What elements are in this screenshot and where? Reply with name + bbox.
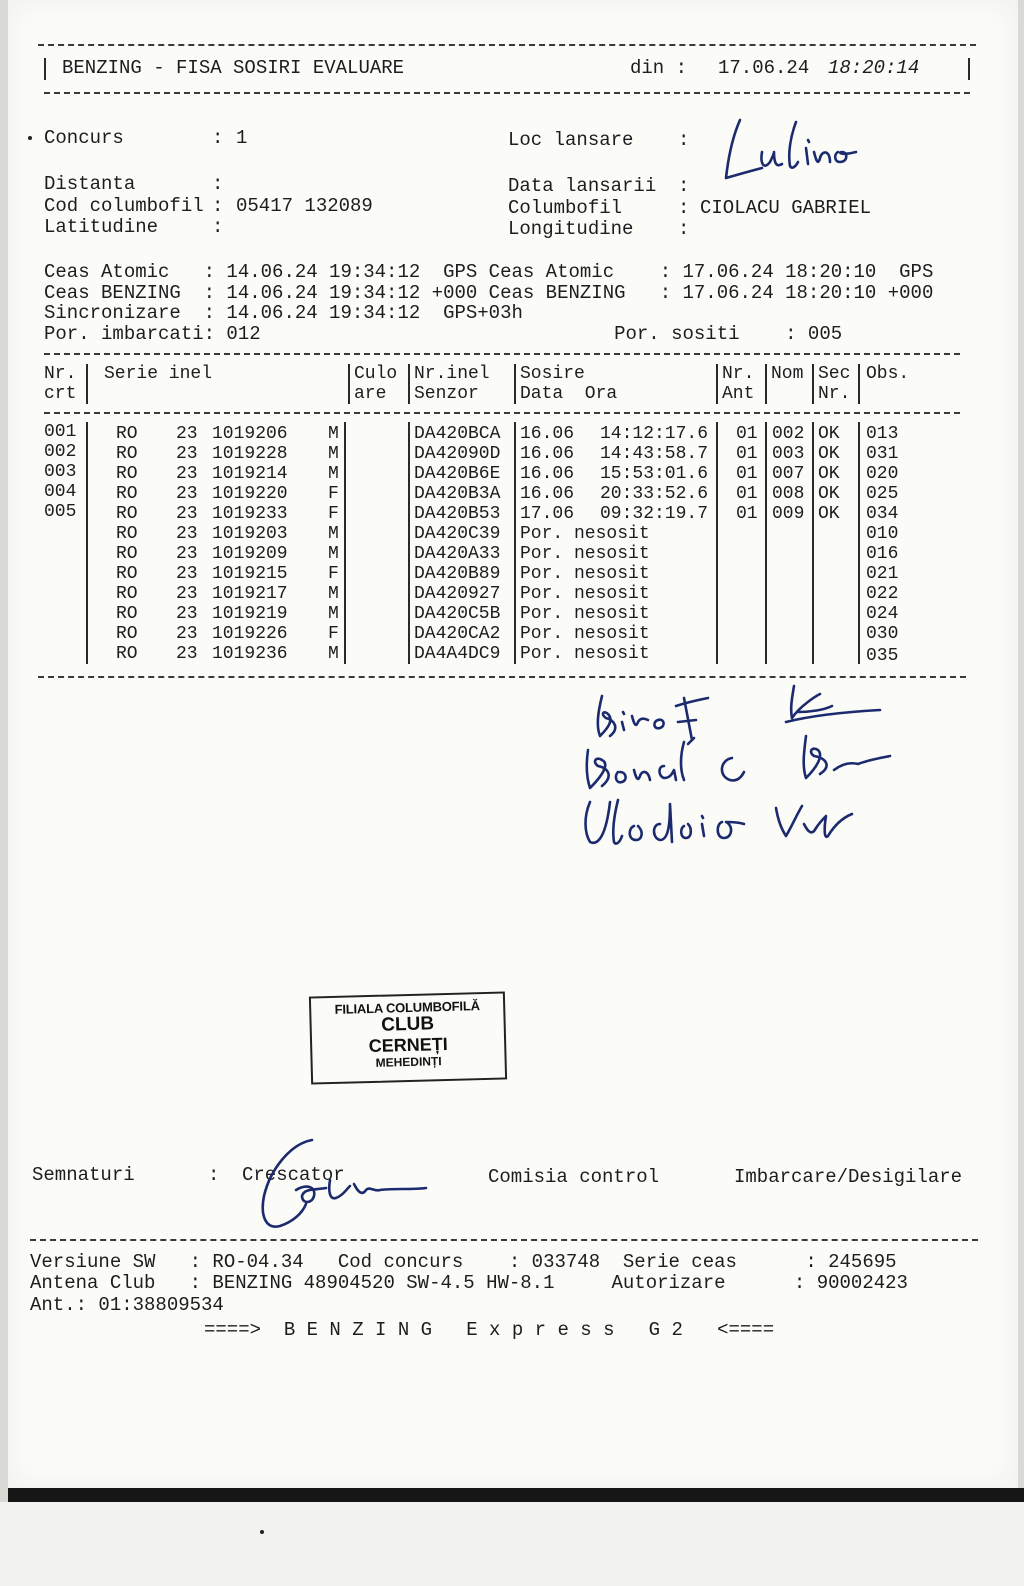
row-status: Por. nesosit — [520, 544, 650, 564]
row-sensor: DA420A33 — [414, 544, 501, 564]
row-obs: 034 — [866, 504, 899, 524]
row-obs: 030 — [866, 624, 899, 644]
row-country: RO — [116, 464, 138, 484]
sync-line: Sincronizare : 14.06.24 19:34:12 GPS+03h — [44, 302, 523, 324]
row-sec: OK — [818, 504, 840, 524]
stamp-line-3: CERNEȚI — [368, 1033, 448, 1057]
distanta-label: Distanta — [44, 173, 136, 195]
table-top-rule — [44, 353, 960, 355]
th-sec-top: Sec — [818, 364, 851, 384]
row-sex: F — [328, 484, 339, 504]
footer-line-2: Antena Club : BENZING 48904520 SW-4.5 HW-8.1 Autorizare : 90002423 — [30, 1272, 908, 1294]
row-ring: 1019220 — [212, 484, 288, 504]
tb-divider — [765, 422, 767, 664]
th-divider — [858, 364, 860, 404]
row-sex: M — [328, 644, 339, 664]
row-obs: 024 — [866, 604, 899, 624]
row-country: RO — [116, 444, 138, 464]
row-year: 23 — [176, 424, 198, 444]
signatures-label: Semnaturi — [32, 1164, 135, 1186]
row-sec: OK — [818, 424, 840, 444]
latitudine-sep: : — [212, 216, 224, 238]
stamp-line-4: MEHEDINȚI — [375, 1054, 442, 1070]
row-year: 23 — [176, 564, 198, 584]
row-obs: 021 — [866, 564, 899, 584]
row-nr: 001 — [44, 422, 77, 442]
row-nr: 005 — [44, 502, 77, 522]
th-nr-top: Nr. — [44, 364, 77, 384]
tb-divider — [858, 422, 860, 664]
distanta-sep: : — [212, 173, 224, 195]
columbofil-sep: : — [678, 197, 690, 219]
row-sensor: DA420CA2 — [414, 624, 501, 644]
th-divider — [86, 364, 88, 404]
row-sex: F — [328, 564, 339, 584]
th-divider — [765, 364, 767, 404]
row-sex: M — [328, 444, 339, 464]
row-nr: 004 — [44, 482, 77, 502]
loc-lansare-sep: : — [678, 129, 690, 151]
row-sensor: DA420BCA — [414, 424, 501, 444]
row-obs: 031 — [866, 444, 899, 464]
row-time: 09:32:19.7 — [600, 504, 709, 524]
row-obs: 013 — [866, 424, 899, 444]
row-sec: OK — [818, 464, 840, 484]
row-status: Por. nesosit — [520, 524, 650, 544]
header-left-bar — [44, 58, 46, 80]
row-year: 23 — [176, 464, 198, 484]
row-nom: 007 — [772, 464, 805, 484]
row-ring: 1019215 — [212, 564, 288, 584]
row-status: Por. nesosit — [520, 604, 650, 624]
header-bottom-rule — [44, 92, 970, 94]
handwritten-commission-names — [580, 676, 910, 862]
row-ring: 1019203 — [212, 524, 288, 544]
row-date: 16.06 — [520, 444, 575, 464]
background-sheet — [0, 1502, 1024, 1586]
report-date-label: din : — [630, 57, 688, 79]
row-nom: 002 — [772, 424, 805, 444]
th-ant-bottom: Ant — [722, 384, 755, 404]
row-nom: 009 — [772, 504, 805, 524]
row-sensor: DA42090D — [414, 444, 501, 464]
row-country: RO — [116, 624, 138, 644]
row-year: 23 — [176, 624, 198, 644]
row-sex: F — [328, 504, 339, 524]
header-right-bar — [968, 58, 970, 80]
row-year: 23 — [176, 524, 198, 544]
row-date: 16.06 — [520, 484, 575, 504]
row-ring: 1019217 — [212, 584, 288, 604]
th-inel-bottom: Senzor — [414, 384, 479, 404]
row-sex: M — [328, 584, 339, 604]
row-country: RO — [116, 484, 138, 504]
row-date: 16.06 — [520, 424, 575, 444]
row-obs: 035 — [866, 646, 899, 666]
row-ring: 1019219 — [212, 604, 288, 624]
tb-divider — [514, 422, 516, 664]
concurs-value: 1 — [236, 127, 248, 149]
columbofil-label: Columbofil — [508, 197, 623, 219]
table-header-rule — [44, 412, 960, 414]
row-country: RO — [116, 644, 138, 664]
row-sensor: DA4A4DC9 — [414, 644, 501, 664]
header-top-rule — [38, 44, 976, 46]
footer-line-3: Ant.: 01:38809534 — [30, 1294, 224, 1316]
row-sensor: DA420C39 — [414, 524, 501, 544]
row-status: Por. nesosit — [520, 564, 650, 584]
club-stamp — [309, 991, 507, 1084]
row-country: RO — [116, 564, 138, 584]
th-obs: Obs. — [866, 364, 910, 384]
row-sensor: DA420B6E — [414, 464, 501, 484]
row-sensor: DA420C5B — [414, 604, 501, 624]
row-status: Por. nesosit — [520, 584, 650, 604]
row-date: 16.06 — [520, 464, 575, 484]
th-nr-bottom: crt — [44, 384, 77, 404]
signatures-sep: : — [208, 1164, 220, 1186]
row-sec: OK — [818, 444, 840, 464]
row-year: 23 — [176, 604, 198, 624]
row-sex: F — [328, 624, 339, 644]
row-sex: M — [328, 604, 339, 624]
comisia-label: Comisia control — [488, 1166, 660, 1188]
row-sex: M — [328, 424, 339, 444]
row-ant: 01 — [736, 504, 758, 524]
report-time: 18:20:14 — [828, 57, 920, 79]
data-lansarii-label: Data lansarii — [508, 175, 657, 197]
row-time: 14:43:58.7 — [600, 444, 709, 464]
paper-mark — [260, 1530, 264, 1534]
th-culo-bottom: are — [354, 384, 387, 404]
cod-columbofil-value: 05417 132089 — [236, 195, 373, 217]
cod-columbofil-sep: : — [212, 195, 224, 217]
row-obs: 022 — [866, 584, 899, 604]
row-ring: 1019228 — [212, 444, 288, 464]
row-sensor: DA420B89 — [414, 564, 501, 584]
row-year: 23 — [176, 584, 198, 604]
handwritten-loc-lansare — [710, 108, 870, 188]
row-time: 20:33:52.6 — [600, 484, 709, 504]
th-sec-bottom: Nr. — [818, 384, 851, 404]
tb-divider — [344, 422, 346, 664]
loc-lansare-label: Loc lansare — [508, 129, 634, 151]
clock-line-1: Ceas Atomic : 14.06.24 19:34:12 GPS Ceas Atomic : 17.06.24 18:20:10 GPS — [44, 261, 934, 283]
concurs-label: Concurs — [44, 127, 124, 149]
row-sensor: DA420B53 — [414, 504, 501, 524]
th-ant-top: Nr. — [722, 364, 755, 384]
tb-divider — [716, 422, 718, 664]
row-ant: 01 — [736, 444, 758, 464]
row-sensor: DA420B3A — [414, 484, 501, 504]
report-title: BENZING - FISA SOSIRI EVALUARE — [62, 57, 405, 79]
th-sosire-bottom: Data Ora — [520, 384, 618, 404]
row-ring: 1019233 — [212, 504, 288, 524]
th-divider — [716, 364, 718, 404]
row-status: Por. nesosit — [520, 624, 650, 644]
printer-edge — [8, 1488, 1024, 1502]
row-year: 23 — [176, 644, 198, 664]
row-nr: 002 — [44, 442, 77, 462]
row-ant: 01 — [736, 464, 758, 484]
row-obs: 025 — [866, 484, 899, 504]
row-country: RO — [116, 544, 138, 564]
longitudine-label: Longitudine — [508, 218, 634, 240]
row-country: RO — [116, 584, 138, 604]
row-ring: 1019209 — [212, 544, 288, 564]
row-year: 23 — [176, 544, 198, 564]
columbofil-value: CIOLACU GABRIEL — [700, 197, 872, 219]
row-sex: M — [328, 524, 339, 544]
th-divider — [514, 364, 516, 404]
th-inel-top: Nr.inel — [414, 364, 490, 384]
longitudine-sep: : — [678, 218, 690, 240]
row-date: 17.06 — [520, 504, 575, 524]
row-nom: 008 — [772, 484, 805, 504]
th-sosire-top: Sosire — [520, 364, 585, 384]
row-nr: 003 — [44, 462, 77, 482]
stamp-line-1: FILIALA COLUMBOFILĂ — [334, 998, 480, 1017]
row-year: 23 — [176, 444, 198, 464]
paper-mark — [28, 136, 32, 140]
crescator-signature — [250, 1130, 440, 1240]
row-sensor: DA420927 — [414, 584, 501, 604]
row-ring: 1019206 — [212, 424, 288, 444]
row-obs: 016 — [866, 544, 899, 564]
footer-line-1: Versiune SW : RO-04.34 Cod concurs : 033748 Serie ceas : 245695 — [30, 1251, 897, 1273]
clock-line-2: Ceas BENZING : 14.06.24 19:34:12 +000 Ceas BENZING : 17.06.24 18:20:10 +000 — [44, 282, 934, 304]
row-country: RO — [116, 504, 138, 524]
row-year: 23 — [176, 484, 198, 504]
row-ring: 1019236 — [212, 644, 288, 664]
row-ring: 1019214 — [212, 464, 288, 484]
row-country: RO — [116, 604, 138, 624]
th-nom: Nom — [771, 364, 804, 384]
imbarcare-label: Imbarcare/Desigilare — [734, 1166, 963, 1188]
th-serie: Serie inel — [104, 364, 213, 384]
row-year: 23 — [176, 504, 198, 524]
row-sex: M — [328, 544, 339, 564]
row-time: 14:12:17.6 — [600, 424, 709, 444]
row-ring: 1019226 — [212, 624, 288, 644]
data-lansarii-sep: : — [678, 175, 690, 197]
stamp-line-2: CLUB — [380, 1013, 435, 1036]
tb-divider — [812, 422, 814, 664]
report-date: 17.06.24 — [718, 57, 810, 79]
crescator-label: Crescator — [242, 1164, 345, 1186]
row-status: Por. nesosit — [520, 644, 650, 664]
row-country: RO — [116, 424, 138, 444]
row-country: RO — [116, 524, 138, 544]
row-obs: 020 — [866, 464, 899, 484]
footer-top-rule — [30, 1239, 978, 1241]
cod-columbofil-label: Cod columbofil — [44, 195, 204, 217]
row-sec: OK — [818, 484, 840, 504]
row-nom: 003 — [772, 444, 805, 464]
row-ant: 01 — [736, 424, 758, 444]
device-brand: ====> B E N Z I N G E x p r e s s G 2 <==== — [204, 1319, 775, 1341]
tb-divider — [86, 422, 88, 664]
pigeons-count-line: Por. imbarcati: 012 Por. sositi : 005 — [44, 323, 843, 345]
tb-divider — [408, 422, 410, 664]
row-ant: 01 — [736, 484, 758, 504]
th-divider — [408, 364, 410, 404]
row-sex: M — [328, 464, 339, 484]
concurs-sep: : — [212, 127, 224, 149]
row-obs: 010 — [866, 524, 899, 544]
latitudine-label: Latitudine — [44, 216, 159, 238]
row-time: 15:53:01.6 — [600, 464, 709, 484]
th-divider — [348, 364, 350, 404]
th-culo-top: Culo — [354, 364, 398, 384]
th-divider — [812, 364, 814, 404]
